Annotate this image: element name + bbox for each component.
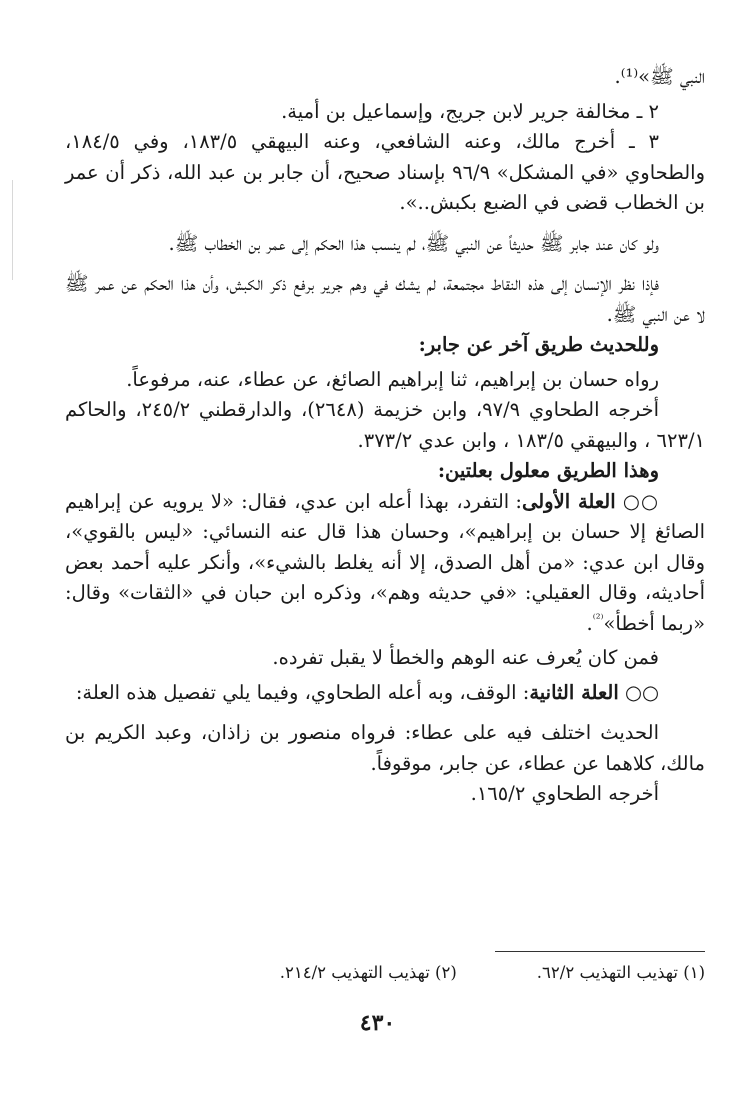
footnote-divider <box>495 951 705 952</box>
paragraph-rawah: رواه حسان بن إبراهيم، ثنا إبراهيم الصائغ، عن عطاء، عنه، مرفوعاً. <box>126 367 659 391</box>
paragraph-jabir: ولو كان عند جابر ﷺ حديثاً عن النبي ﷺ، لم ينسب هذا الحكم إلى عمر بن الخطاب ﷺ. <box>168 231 659 255</box>
heading-two-defects: وهذا الطريق معلول بعلتين: <box>437 459 659 482</box>
bullet-mark: ○○ <box>622 489 660 513</box>
paragraph-last: أخرجه الطحاوي ١٦٥/٢. <box>470 782 659 805</box>
defect-2 <box>65 678 705 709</box>
bullet-mark: ○○ <box>624 680 659 704</box>
defect-1-end: . <box>586 611 593 635</box>
defect-1 <box>65 487 705 640</box>
defect-1-label: العلة الأولى <box>521 489 616 513</box>
defect-1-text: : التفرد، بهذا أعله ابن عدي، فقال: «لا يرويه عن إبراهيم الصائغ إلا حسان بن إبراهيم»، وحسان هذا قال عنه النسائي: «ليس بالقوي»، وقال ابن عدي: «من أهل الصدق، إلا أنه يغلط بالشيء»، وأنكر عليه أحمد بعض أحاديثه، وقال العقيلي: «في حديثه وهم»، وذكره ابن حبان في «الثقات» وقال: «ربما أخطأ» <box>65 489 705 635</box>
paragraph-akhrajahu: أخرجه الطحاوي ٩٧/٩، وابن خزيمة (٢٦٤٨)، والدارقطني ٢٤٥/٢، والحاكم ٦٢٣/١ ، والبيهقي ١٨٣/٥ ، وابن عدي ٣٧٣/٢. <box>65 398 705 452</box>
defect-2-text: : الوقف، وبه أعله الطحاوي، وفيما يلي تفصيل هذه العلة: <box>75 680 530 704</box>
paragraph-ikhtalaf: الحديث اختلف فيه على عطاء: فرواه منصور بن زاذان، وعبد الكريم بن مالك، كلاهما عن عطاء، عن جابر، موقوفاً. <box>65 721 705 775</box>
item-2: ٢ ـ مخالفة جرير لابن جريج، وإسماعيل بن أمية. <box>281 99 659 123</box>
footnote-ref-2: ⁽²⁾ <box>592 611 604 625</box>
paragraph-faman: فمن كان يُعرف عنه الوهم والخطأ لا يقبل تفرده. <box>272 646 659 669</box>
footnote-1: (١) تهذيب التهذيب ٦٢/٢. <box>536 963 705 982</box>
margin-mark <box>12 180 13 280</box>
heading-other-route: وللحديث طريق آخر عن جابر: <box>418 333 659 356</box>
main-text <box>65 62 705 810</box>
item-3: ٣ ـ أخرج مالك، وعنه الشافعي، وعنه البيهقي ١٨٣/٥، وفي ١٨٤/٥، والطحاوي «في المشكل» ٩٦/٩ بإسناد صحيح، أن جابر بن عبد الله، ذكر أن عمر بن الخطاب قضى في الضبع بكبش..». <box>65 130 705 214</box>
paragraph-nazar: فإذا نظر الإنسان إلى هذه النقاط مجتمعة، لم يشك في وهم جرير برفع ذكر الكبش، وأن هذا الحكم عن عمر ﷺ لا عن النبي ﷺ. <box>65 272 705 326</box>
footnote-2: (٢) تهذيب التهذيب ٢١٤/٢. <box>279 963 457 982</box>
defect-2-label: العلة الثانية <box>529 680 619 704</box>
footnotes <box>85 962 705 984</box>
text-line-top: النبي ﷺ»⁽¹⁾. <box>614 65 705 88</box>
page-number: ٤٣٠ <box>359 1010 396 1036</box>
